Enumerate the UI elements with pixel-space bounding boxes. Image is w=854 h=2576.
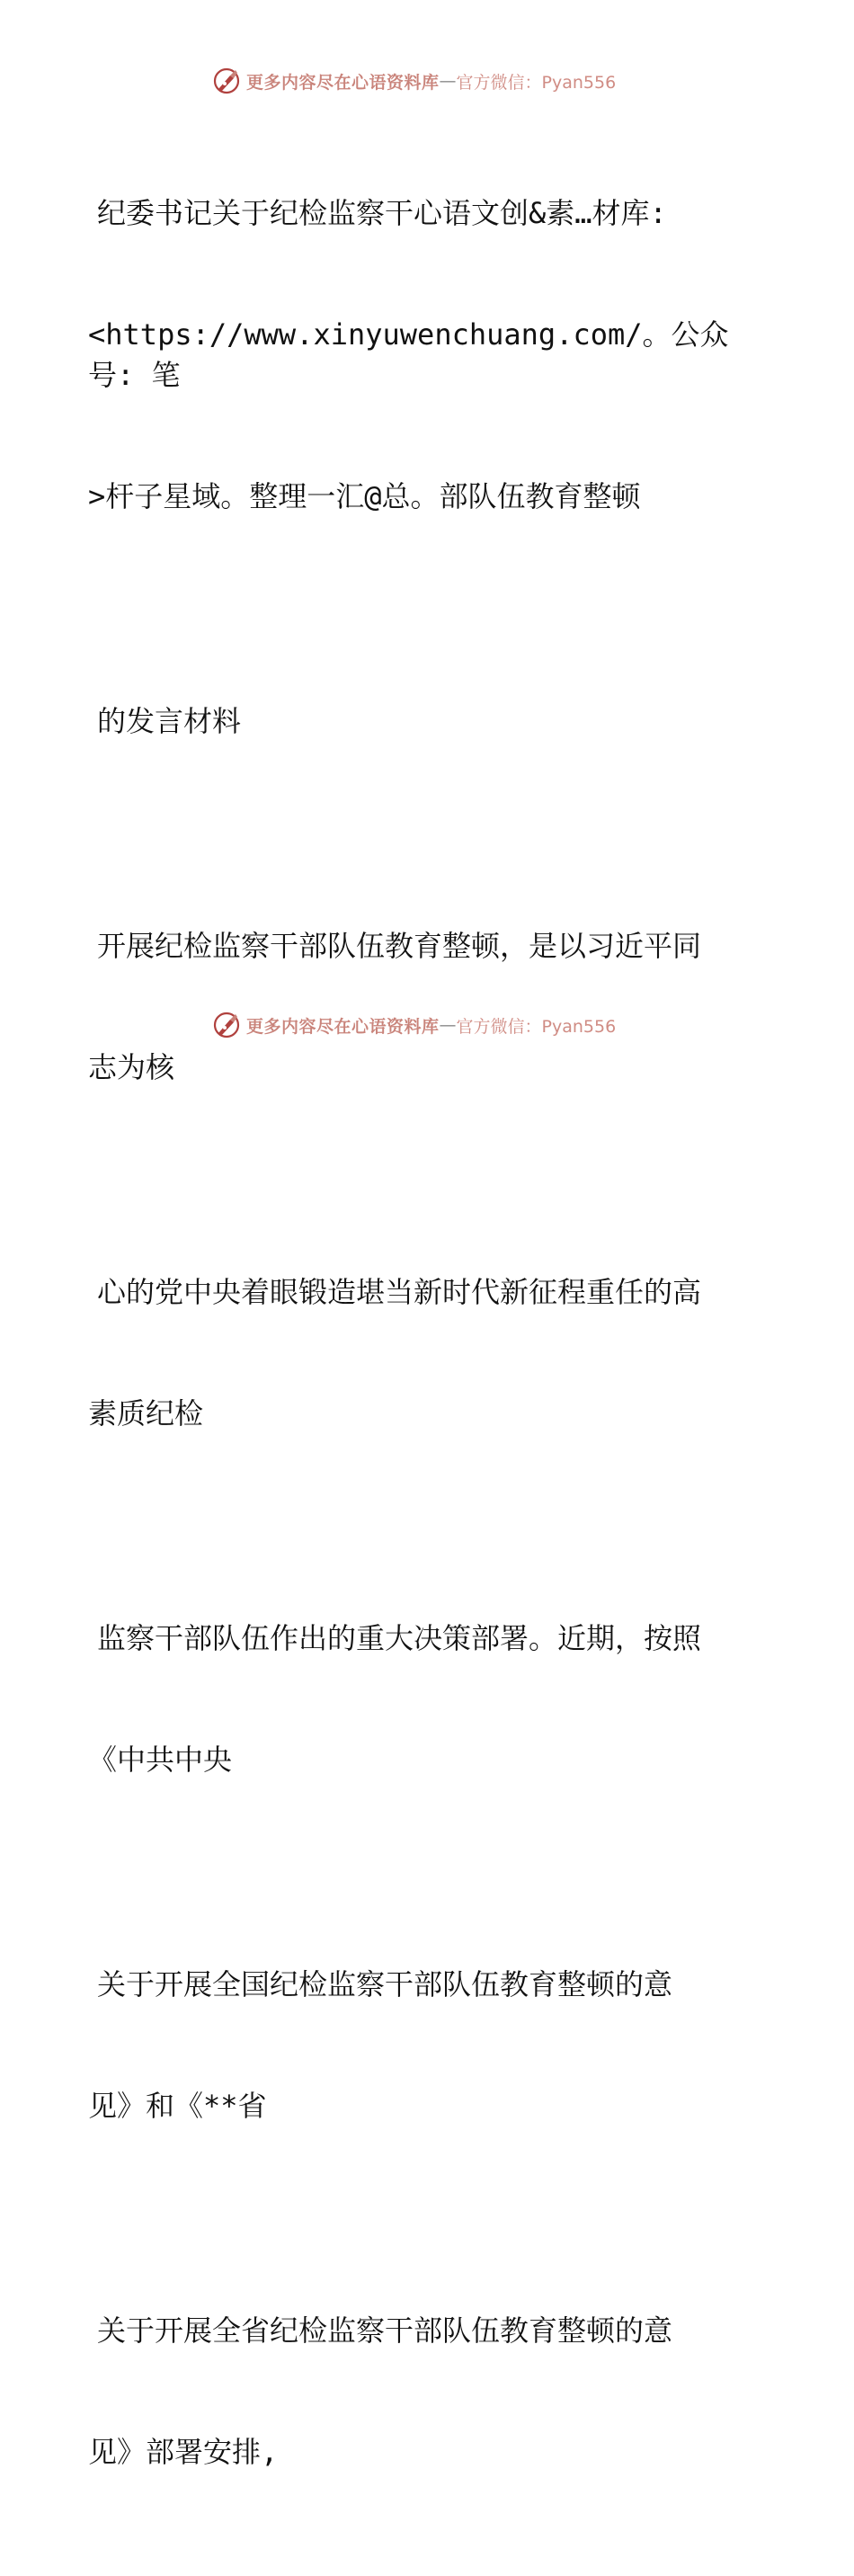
pen-logo-icon xyxy=(212,67,241,95)
text-line: 关于开展全省纪检监察干部队伍教育整顿的意 xyxy=(97,2313,673,2348)
banner-separator: — xyxy=(439,1015,457,1035)
banner-separator: — xyxy=(439,71,457,91)
paragraph-1 xyxy=(88,112,771,598)
text-line: 见》和《**省 xyxy=(88,2089,267,2123)
text-line: 志为核 xyxy=(88,1050,175,1084)
text-line: 关于开展全国纪检监察干部队伍教育整顿的意 xyxy=(97,1967,673,2001)
text-line: >杆子星域。整理一汇@总。部队伍教育整顿 xyxy=(88,479,641,513)
pen-logo-icon xyxy=(212,1011,241,1039)
banner-wechat-text: 官方微信：Pyan556 xyxy=(456,72,617,93)
text-line: 见》部署安排, xyxy=(88,2435,279,2469)
banner-main-text: 更多内容尽在心语资料库 xyxy=(246,1016,440,1037)
text-line: 开展纪检监察干部队伍教育整顿，是以习近平同 xyxy=(97,929,702,963)
paragraph-2 xyxy=(88,620,771,823)
text-line: <https://www.xinyuwenchuang.com/。公众号: 笔 xyxy=(88,317,729,392)
footer-watermark-banner xyxy=(212,1009,680,1041)
text-line: 纪委书记关于纪检监察干心语文创&素…材库: xyxy=(97,196,667,230)
text-line: 的发言材料 xyxy=(97,704,242,738)
paragraph-5 xyxy=(88,1538,771,1861)
header-watermark-banner xyxy=(212,65,680,97)
paragraph-7 xyxy=(88,2230,771,2554)
banner-wechat-text: 官方微信：Pyan556 xyxy=(456,1016,617,1037)
text-line: 《中共中央 xyxy=(88,1743,233,1777)
paragraph-3 xyxy=(88,845,771,1169)
document-body xyxy=(88,112,771,2576)
text-line: 心的党中央着眼锻造堪当新时代新征程重任的高 xyxy=(97,1275,702,1309)
text-line: 监察干部队伍作出的重大决策部署。近期，按照 xyxy=(97,1621,702,1655)
paragraph-4 xyxy=(88,1191,771,1515)
text-line: 素质纪检 xyxy=(88,1396,204,1431)
paragraph-6 xyxy=(88,1884,771,2207)
banner-main-text: 更多内容尽在心语资料库 xyxy=(246,72,440,93)
